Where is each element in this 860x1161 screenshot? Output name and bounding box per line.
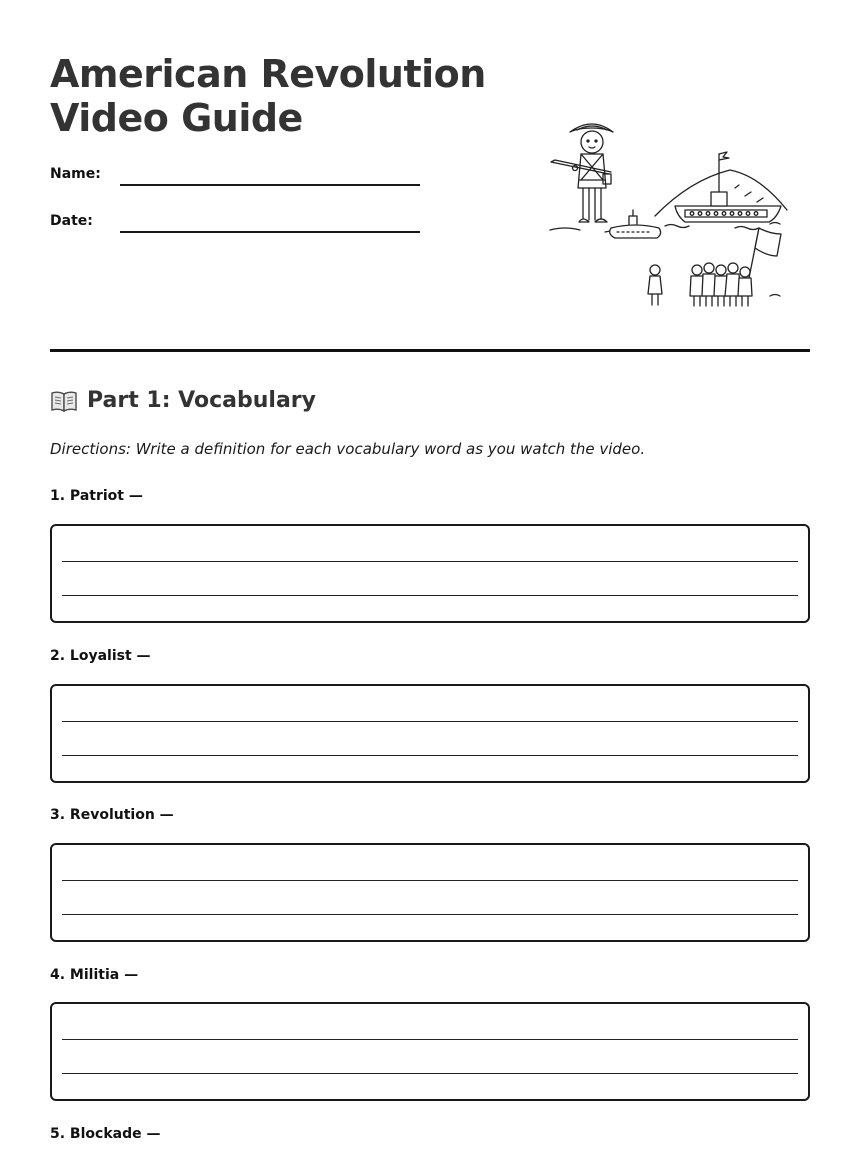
date-input-line[interactable] xyxy=(120,231,420,233)
vocab-label-patriot: 1. Patriot — xyxy=(50,488,143,504)
directions-text: Directions: Write a definition for each vocabulary word as you watch the video. xyxy=(50,440,646,458)
date-label: Date: xyxy=(50,213,93,229)
answer-line xyxy=(62,561,798,562)
answer-box-patriot[interactable] xyxy=(50,524,810,623)
date-field[interactable] xyxy=(50,207,420,237)
vocab-label-revolution: 3. Revolution — xyxy=(50,807,174,823)
name-input-line[interactable] xyxy=(120,184,420,186)
answer-box-militia[interactable] xyxy=(50,1002,810,1101)
sailing-ship-icon xyxy=(665,152,781,230)
vocab-label-blockade: 5. Blockade — xyxy=(50,1126,161,1142)
page-title xyxy=(50,52,486,140)
section-heading-vocabulary xyxy=(50,388,316,413)
answer-line xyxy=(62,914,798,915)
answer-line xyxy=(62,1039,798,1040)
title-line-1: American Revolution xyxy=(50,52,486,96)
vocab-label-militia: 4. Militia — xyxy=(50,967,139,983)
answer-line xyxy=(62,755,798,756)
answer-line xyxy=(62,1073,798,1074)
section-heading-text: Part 1: Vocabulary xyxy=(87,388,316,413)
answer-line xyxy=(62,721,798,722)
answer-line xyxy=(62,880,798,881)
vocab-label-loyalist: 2. Loyalist — xyxy=(50,648,151,664)
patriot-soldier-icon xyxy=(550,124,627,232)
header-divider xyxy=(50,349,810,352)
book-icon xyxy=(50,389,78,413)
townspeople-icon xyxy=(648,228,781,306)
submarine-icon xyxy=(610,210,661,238)
title-line-2: Video Guide xyxy=(50,96,303,140)
answer-box-loyalist[interactable] xyxy=(50,684,810,783)
revolution-scene-illustration xyxy=(545,110,795,315)
name-field[interactable] xyxy=(50,160,420,190)
answer-box-revolution[interactable] xyxy=(50,843,810,942)
name-label: Name: xyxy=(50,166,101,182)
answer-line xyxy=(62,595,798,596)
